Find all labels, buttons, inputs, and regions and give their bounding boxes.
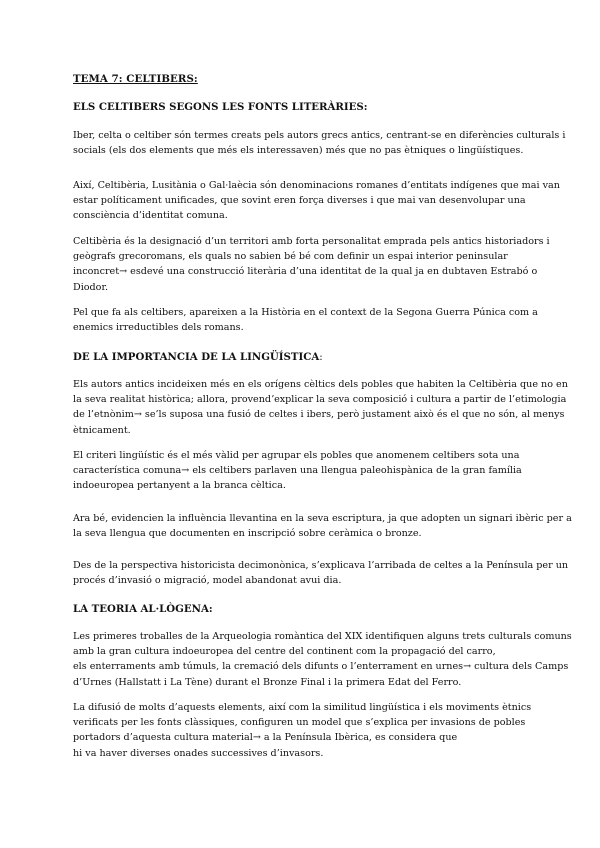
section-heading-text: LA TEORIA AL·LÒGENA: <box>73 603 213 615</box>
text-line: ètnicament. <box>73 424 131 436</box>
text-line: Des de la perspectiva historicista decimonònica, s’explicava l’arribada de celtes a la Península per un <box>73 560 569 571</box>
text-line: verificats per les fonts clàssiques, configuren un model que s’explica per invasions de pobles <box>73 717 526 729</box>
text-line: Així, Celtibèria, Lusitània o Gal·laècia són denominacions romanes d’entitats indígenes que mai van <box>73 180 560 191</box>
paragraph <box>73 558 569 588</box>
text-line: estar políticament unificades, que sovint eren força diverses i que mai van desenvolupar una <box>73 195 526 207</box>
section-heading-fonts-literaries <box>73 101 533 113</box>
paragraph <box>73 305 538 335</box>
paragraph <box>73 629 572 690</box>
text-line: portadors d’aquesta cultura material→ a la Península Ibèrica, es considera que <box>73 732 458 744</box>
text-line: geògrafs grecoromans, els quals no sabien bé bé com definir un espai interior peninsular <box>73 251 508 263</box>
paragraph <box>73 511 572 541</box>
section-heading-colon: : <box>319 352 323 363</box>
section-heading-linguistica <box>73 351 533 363</box>
text-line: d’Urnes (Hallstatt i La Tène) durant el Bronze Final i la primera Edat del Ferro. <box>73 676 462 688</box>
text-line: El criteri lingüístic és el més vàlid per agrupar els pobles que anomenem celtibers sota una <box>73 450 520 461</box>
text-line: procés d’invasió o migració, model abandonat avui dia. <box>73 575 342 587</box>
paragraph <box>73 377 568 438</box>
text-line: característica comuna→ els celtibers parlaven una llengua paleohispànica de la gran família <box>73 465 522 477</box>
text-line: amb la gran cultura indoeuropea del centre del continent com la propagació del carro, <box>73 646 496 658</box>
text-line: enemics irreductibles dels romans. <box>73 322 244 334</box>
paragraph <box>73 128 566 158</box>
text-line: inconcret→ esdevé una construcció literària d’una identitat de la qual ja en dubtaven Estrabó o <box>73 266 538 278</box>
text-line: indoeuropea pertanyent a la branca cèltica. <box>73 480 286 492</box>
text-line: la seva realitat històrica; allora, provendʼexplicar la seva composició i cultura a partir de l’etimologia <box>73 394 567 406</box>
text-line: hi va haver diverses onades successives d’invasors. <box>73 747 324 759</box>
text-line: la seva llengua que documenten en inscripció sobre ceràmica o bronze. <box>73 528 422 540</box>
section-heading-text: DE LA IMPORTANCIA DE LA LINGÜÍSTICA <box>73 351 320 363</box>
text-line: Els autors antics incideixen més en els orígens cèltics dels pobles que habiten la Celtibèria que no en <box>73 379 568 390</box>
section-heading-teoria-allogena <box>73 603 533 615</box>
paragraph <box>73 178 560 224</box>
document-title: TEMA 7: CELTIBERS: <box>73 73 198 85</box>
text-line: Iber, celta o celtiber són termes creats pels autors grecs antics, centrant-se en diferències culturals i <box>73 130 566 141</box>
section-heading-text: ELS CELTIBERS SEGONS LES FONTS LITERÀRIES: <box>73 101 368 113</box>
text-line: de l’etnònim→ se’ls suposa una fusió de celtes i ibers, però justament això és el que no són, al menys <box>73 409 565 421</box>
text-line: Ara bé, evidencien la influència llevantina en la seva escriptura, ja que adopten un signari ibèric per a <box>73 513 572 524</box>
paragraph <box>73 448 533 494</box>
paragraph <box>73 234 550 295</box>
text-line: La difusió de molts d’aquests elements, així com la similitud lingüística i els moviments ètnics <box>73 702 532 713</box>
text-line: els enterraments amb túmuls, la cremació dels difunts o l’enterrament en urnes→ cultura dels Camps <box>73 661 569 673</box>
text-line: Celtibèria és la designació d’un territori amb forta personalitat emprada pels antics historiadors i <box>73 236 550 247</box>
text-line: Les primeres troballes de la Arqueologia romàntica del XIX identifiquen alguns trets culturals comuns <box>73 631 572 642</box>
text-line: socials (els dos elements que més els interessaven) més que no pas ètniques o lingüístiques. <box>73 145 524 157</box>
text-line: Diodor. <box>73 281 109 293</box>
text-line: Pel que fa als celtibers, apareixen a la Història en el context de la Segona Guerra Púnica com a <box>73 307 538 318</box>
paragraph <box>73 700 533 761</box>
text-line: consciència d’identitat comuna. <box>73 210 228 222</box>
